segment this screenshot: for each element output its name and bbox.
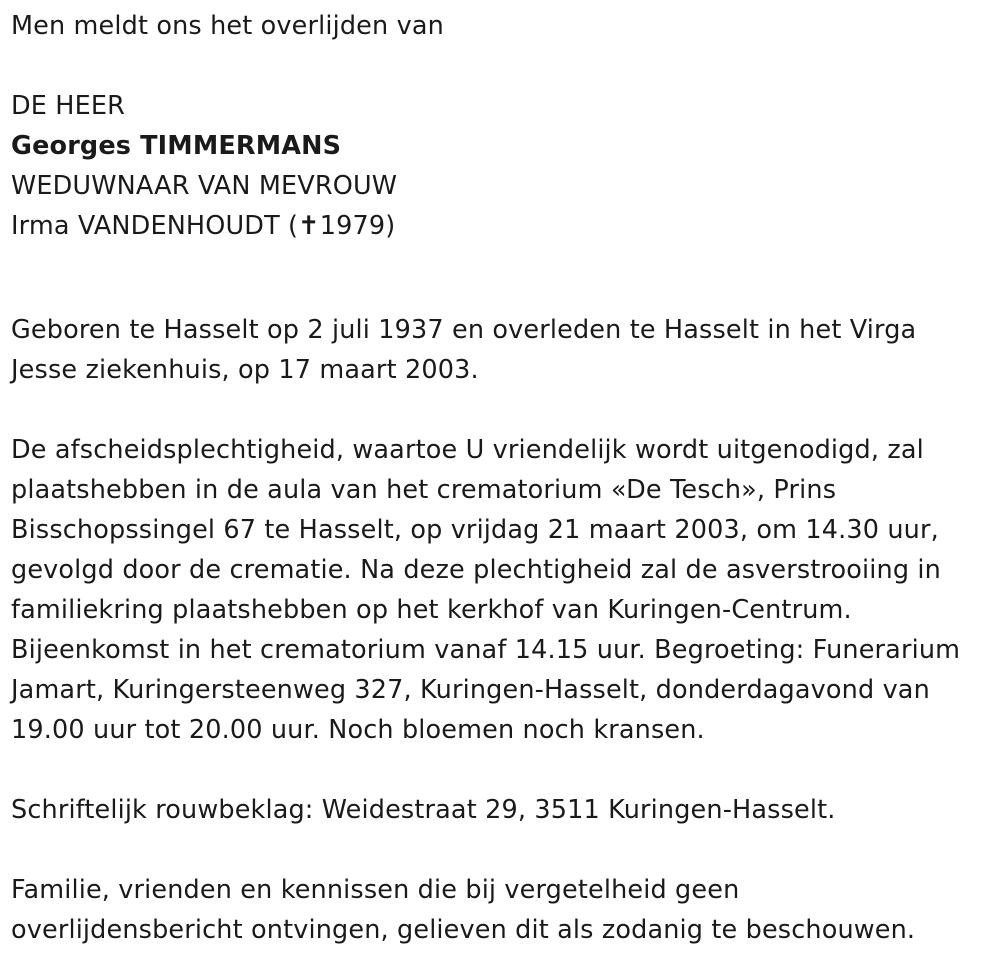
paragraph-line: plaatshebben in de aula van het crematorium «De Tesch», Prins	[11, 475, 837, 505]
ceremony-paragraph	[11, 430, 960, 750]
name-block	[11, 86, 397, 246]
paragraph-line: Familie, vrienden en kennissen die bij vergetelheid geen	[11, 875, 740, 905]
paragraph-line: familiekring plaatshebben op het kerkhof van Kuringen-Centrum.	[11, 595, 852, 625]
paragraph-line: 19.00 uur tot 20.00 uur. Noch bloemen noch kransen.	[11, 715, 705, 745]
deceased-name: Georges TIMMERMANS	[11, 131, 342, 161]
spouse-death-year: 1979)	[319, 211, 396, 241]
paragraph-line: gevolgd door de crematie. Na deze plechtigheid zal de asverstrooiing in	[11, 555, 941, 585]
honorific: DE HEER	[11, 91, 126, 121]
paragraph-line: Bisschopssingel 67 te Hasselt, op vrijdag 21 maart 2003, om 14.30 uur,	[11, 515, 939, 545]
paragraph-line: overlijdensbericht ontvingen, gelieven dit als zodanig te beschouwen.	[11, 915, 916, 945]
intro-block	[11, 6, 444, 46]
paragraph-line: Jamart, Kuringersteenweg 327, Kuringen-Hasselt, donderdagavond van	[11, 675, 930, 705]
paragraph-line: Jesse ziekenhuis, op 17 maart 2003.	[11, 355, 479, 385]
spouse-name: Irma VANDENHOUDT (	[11, 211, 299, 241]
condolences-paragraph	[11, 790, 836, 830]
paragraph-line: De afscheidsplechtigheid, waartoe U vriendelijk wordt uitgenodigd, zal	[11, 435, 924, 465]
intro-line: Men meldt ons het overlijden van	[11, 11, 444, 41]
paragraph-line: Schriftelijk rouwbeklag: Weidestraat 29, 3511 Kuringen-Hasselt.	[11, 795, 836, 825]
spouse-line	[11, 206, 397, 246]
cross-icon: ✝	[298, 211, 320, 241]
closing-paragraph	[11, 870, 915, 950]
relation-line: WEDUWNAAR VAN MEVROUW	[11, 171, 398, 201]
paragraph-line: Bijeenkomst in het crematorium vanaf 14.15 uur. Begroeting: Funerarium	[11, 635, 961, 665]
paragraph-line: Geboren te Hasselt op 2 juli 1937 en overleden te Hasselt in het Virga	[11, 315, 917, 345]
birth-paragraph	[11, 310, 916, 390]
